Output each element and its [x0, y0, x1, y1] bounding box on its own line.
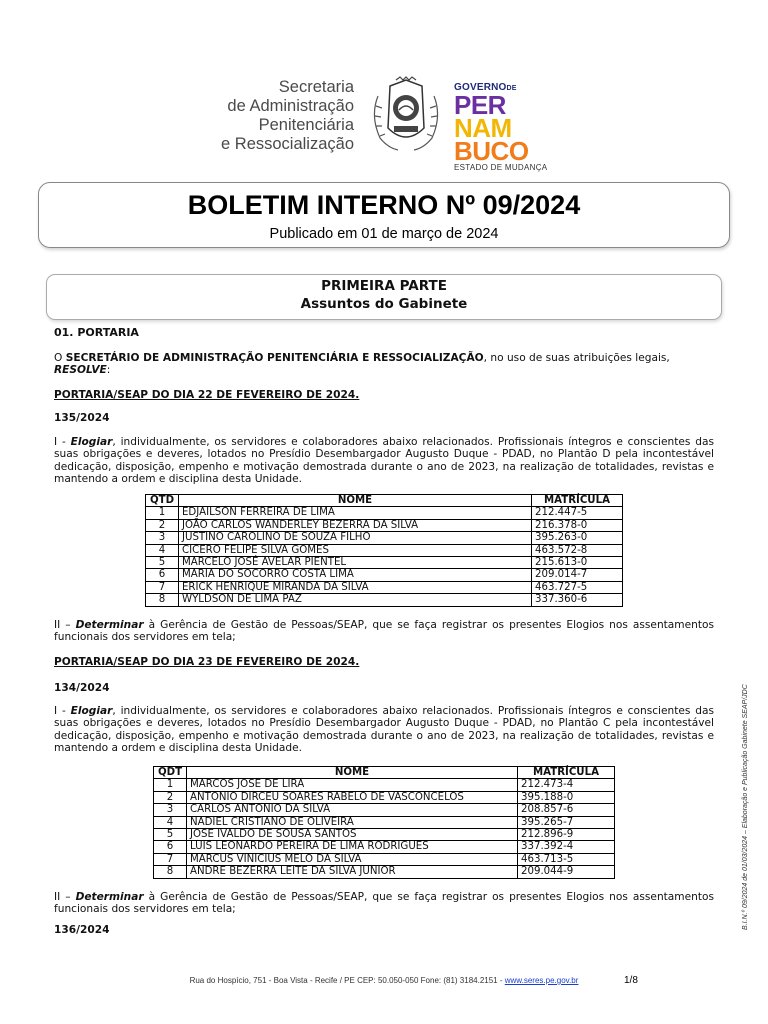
logo-per: PER — [454, 90, 506, 120]
logo-nam: NAM — [454, 113, 512, 143]
item-verb: Elogiar — [70, 705, 113, 717]
next-portaria-number: 136/2024 — [54, 924, 110, 936]
portaria-1-number: 135/2024 — [54, 412, 110, 424]
col-matricula: MATRÍCULA — [532, 495, 623, 507]
item-text: , individualmente, os servidores e colaboradores abaixo relacionados. Profissionais íntegros e conscientes das suas obrigações e deveres, lotados no Presídio Desembargador Augusto Duque - PDAD, no Plantão C pela incontestável dedicação, disposição, empenho e motivação demostrada durante o ano de 2023, na realização de totalidades, revistas e mantendo a ordem e disciplina desta Unidade. — [54, 705, 714, 754]
table-header-row — [146, 495, 623, 507]
cell-nome: CICERO FELIPE SILVA GOMES — [179, 544, 532, 556]
table-row — [154, 779, 615, 791]
part-subtitle: Assuntos do Gabinete — [300, 296, 468, 312]
intro-authority: SECRETÁRIO DE ADMINISTRAÇÃO PENITENCIÁRIA E RESSOCIALIZAÇÃO — [65, 352, 484, 364]
cell-matricula: 463.727-5 — [532, 581, 623, 593]
cell-nome: MARIA DO SOCORRO COSTA LIMA — [179, 569, 532, 581]
cell-qtd: 5 — [146, 557, 179, 569]
col-nome: NOME — [179, 495, 532, 507]
table-row — [154, 853, 615, 865]
cell-qtd: 7 — [146, 581, 179, 593]
portaria-1-item-1 — [54, 436, 714, 485]
table-row — [146, 532, 623, 544]
cell-matricula: 212.896-9 — [518, 829, 615, 841]
intro-suffix: , no uso de suas atribuições legais, — [483, 352, 670, 364]
item-text: , individualmente, os servidores e colaboradores abaixo relacionados. Profissionais íntegros e conscientes das suas obrigações e deveres, lotados no Presídio Desembargador Augusto Duque - PDAD, no Plantão D pela incontestável dedicação, disposição, empenho e motivação demostrada durante o ano de 2023, na realização de totalidades, revistas e mantendo a ordem e disciplina desta Unidade. — [54, 436, 714, 485]
side-publication-note: B.I.N.º 09/2024 de 01/03/2024 – Elaboração e Publicação Gabinete SEAP/JDC — [742, 684, 749, 930]
governo-pernambuco-logo — [454, 75, 566, 172]
cell-qtd: 2 — [146, 519, 179, 531]
state-seal-icon — [366, 76, 446, 156]
secretaria-line-2: de Administração — [227, 97, 354, 115]
cell-qdt: 3 — [154, 804, 187, 816]
cell-nome: MARCUS VINICIUS MELO DA SILVA — [187, 853, 518, 865]
item-text: à Gerência de Gestão de Pessoas/SEAP, que se faça registrar os presentes Elogios nos assentamentos funcionais dos servidores em tela; — [54, 891, 715, 916]
table-header-row — [154, 767, 615, 779]
logo-de: DE — [506, 85, 517, 92]
cell-nome: ERICK HENRIQUE MIRANDA DA SILVA — [179, 581, 532, 593]
publication-date: Publicado em 01 de março de 2024 — [269, 226, 499, 242]
cell-qtd: 3 — [146, 532, 179, 544]
item-text: à Gerência de Gestão de Pessoas/SEAP, que se faça registrar os presentes Elogios nos assentamentos funcionais dos servidores em tela; — [54, 619, 715, 644]
cell-matricula: 212.447-5 — [532, 507, 623, 519]
secretaria-line-1: Secretaria — [278, 78, 354, 96]
col-nome: NOME — [187, 767, 518, 779]
table-row — [146, 544, 623, 556]
cell-nome: MARCELO JOSÉ AVELAR PIENTEL — [179, 557, 532, 569]
footer-website-link[interactable]: www.seres.pe.gov.br — [504, 976, 579, 985]
table-row — [146, 519, 623, 531]
cell-nome: NADIEL CRISTIANO DE OLIVEIRA — [187, 816, 518, 828]
cell-qtd: 4 — [146, 544, 179, 556]
cell-qdt: 6 — [154, 841, 187, 853]
secretaria-name — [196, 78, 354, 154]
cell-matricula: 215.613-0 — [532, 557, 623, 569]
item-verb: Elogiar — [70, 436, 113, 448]
cell-nome: JOSE IVALDO DE SOUSA SANTOS — [187, 829, 518, 841]
portaria-2-item-2 — [54, 891, 714, 916]
cell-matricula: 463.572-8 — [532, 544, 623, 556]
item-prefix: II – — [54, 619, 76, 631]
section-heading: 01. PORTARIA — [54, 326, 139, 339]
logo-buco: BUCO — [454, 136, 529, 166]
cell-matricula: 208.857-6 — [518, 804, 615, 816]
intro-colon: : — [106, 364, 111, 377]
cell-matricula: 395.265-7 — [518, 816, 615, 828]
table-row — [154, 791, 615, 803]
footer-address: Rua do Hospício, 751 - Boa Vista - Recife / PE CEP: 50.050-050 Fone: (81) 3184.2151 - — [189, 976, 505, 985]
item-verb: Determinar — [75, 619, 144, 631]
table-row — [146, 507, 623, 519]
cell-matricula: 337.360-6 — [532, 594, 623, 606]
table-row — [146, 594, 623, 606]
cell-matricula: 212.473-4 — [518, 779, 615, 791]
portaria-2-item-1 — [54, 705, 714, 754]
col-matricula: MATRÍCULA — [518, 767, 615, 779]
cell-matricula: 337.392-4 — [518, 841, 615, 853]
cell-qdt: 8 — [154, 866, 187, 878]
col-qtd: QTD — [146, 495, 179, 507]
table-row — [154, 816, 615, 828]
logo-tagline: ESTADO DE MUDANÇA — [454, 163, 548, 172]
table-row — [154, 804, 615, 816]
secretaria-line-3: Penitenciária — [258, 116, 354, 134]
cell-matricula: 395.263-0 — [532, 532, 623, 544]
item-verb: Determinar — [75, 891, 144, 903]
portaria-1-item-2 — [54, 619, 714, 644]
cell-nome: CARLOS ANTONIO DA SILVA — [187, 804, 518, 816]
footer — [0, 976, 768, 985]
cell-qdt: 4 — [154, 816, 187, 828]
cell-qtd: 8 — [146, 594, 179, 606]
logo-governo: GOVERNO — [454, 82, 507, 93]
intro-resolve: RESOLVE — [54, 364, 107, 377]
cell-nome: EDJAILSON FERREIRA DE LIMA — [179, 507, 532, 519]
table-row — [146, 569, 623, 581]
cell-matricula: 395.188-0 — [518, 791, 615, 803]
cell-nome: ANDRE BEZERRA LEITE DA SILVA JUNIOR — [187, 866, 518, 878]
portaria-2-number: 134/2024 — [54, 682, 110, 694]
cell-nome: JUSTINO CAROLINO DE SOUZA FILHO — [179, 532, 532, 544]
item-prefix: I - — [54, 705, 71, 717]
col-qdt: QDT — [154, 767, 187, 779]
cell-matricula: 209.014-7 — [532, 569, 623, 581]
cell-nome: WYLDSON DE LIMA PAZ — [179, 594, 532, 606]
cell-matricula: 209.044-9 — [518, 866, 615, 878]
portaria-1-heading: PORTARIA/SEAP DO DIA 22 DE FEVEREIRO DE 2024. — [54, 389, 360, 401]
item-prefix: I - — [54, 436, 71, 448]
item-prefix: II – — [54, 891, 76, 903]
cell-nome: ANTONIO DIRCEU SOARES RABELO DE VASCONCELOS — [187, 791, 518, 803]
intro-prefix: O — [54, 352, 66, 364]
cell-nome: JOÃO CARLOS WANDERLEY BEZERRA DA SILVA — [179, 519, 532, 531]
cell-qtd: 6 — [146, 569, 179, 581]
cell-qdt: 5 — [154, 829, 187, 841]
portaria-1-table — [145, 494, 623, 607]
cell-nome: LUIS LEONARDO PEREIRA DE LIMA RODRIGUES — [187, 841, 518, 853]
cell-matricula: 216.378-0 — [532, 519, 623, 531]
table-row — [154, 841, 615, 853]
cell-qdt: 7 — [154, 853, 187, 865]
cell-nome: MARCOS JOSE DE LIRA — [187, 779, 518, 791]
portaria-2-table — [153, 766, 615, 879]
table-row — [154, 866, 615, 878]
cell-matricula: 463.713-5 — [518, 853, 615, 865]
bulletin-title: BOLETIM INTERNO Nº 09/2024 — [187, 190, 581, 220]
page-number: 1/8 — [624, 975, 638, 986]
cell-qdt: 2 — [154, 791, 187, 803]
table-row — [146, 581, 623, 593]
secretaria-line-4: e Ressocialização — [221, 135, 354, 153]
portaria-2-heading: PORTARIA/SEAP DO DIA 23 DE FEVEREIRO DE 2024. — [54, 656, 360, 668]
intro-paragraph — [54, 352, 714, 377]
table-row — [146, 557, 623, 569]
part-title: PRIMEIRA PARTE — [321, 278, 447, 294]
cell-qdt: 1 — [154, 779, 187, 791]
table-row — [154, 829, 615, 841]
cell-qtd: 1 — [146, 507, 179, 519]
